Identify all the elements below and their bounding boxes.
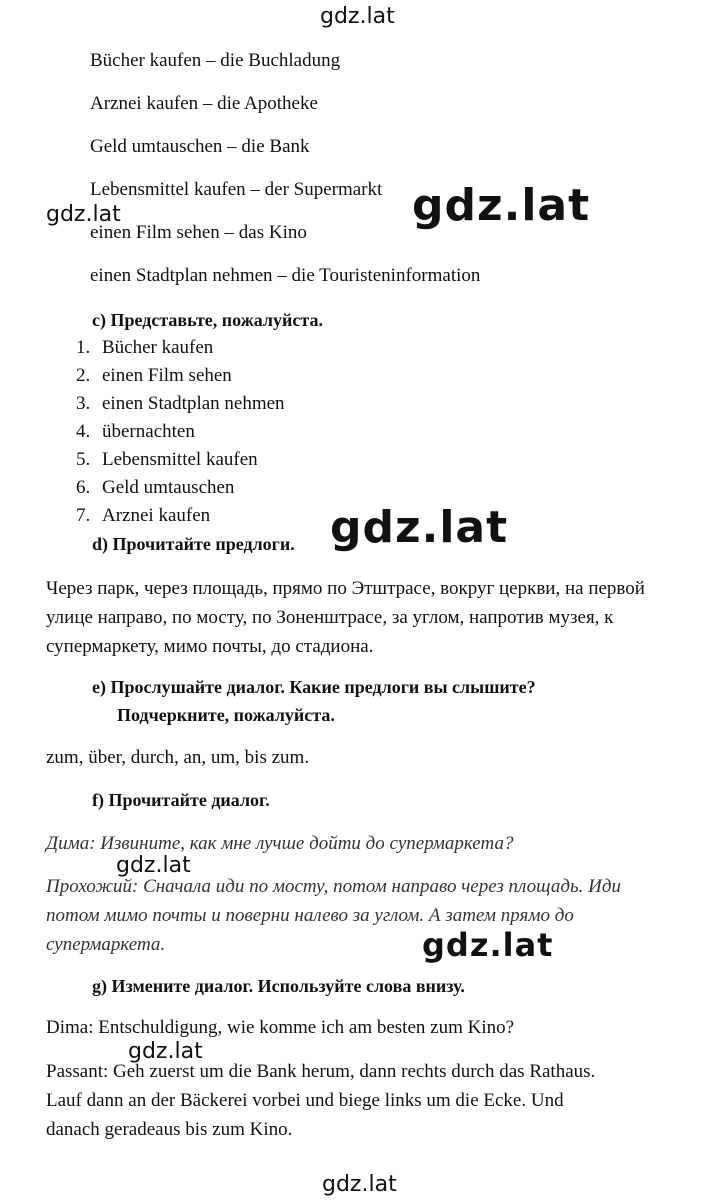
- section-d-heading: d) Прочитайте предлоги.: [92, 534, 295, 554]
- list-text: Arznei kaufen: [102, 505, 211, 526]
- watermark-text: gdz.lat: [128, 1039, 203, 1064]
- list-text: einen Film sehen: [102, 365, 232, 386]
- list-number: 5.: [76, 449, 91, 470]
- list-number: 2.: [76, 365, 91, 386]
- list-item: [76, 420, 195, 444]
- watermark-text: gdz.lat: [116, 853, 191, 878]
- list-number: 6.: [76, 477, 91, 498]
- section-e-text: zum, über, durch, an, um, bis zum.: [46, 747, 310, 768]
- section-e-heading: e) Прослушайте диалог. Какие предлоги вы слышите?: [92, 677, 536, 697]
- list-text: Bücher kaufen: [102, 337, 214, 358]
- pair-line: Bücher kaufen – die Buchladung: [90, 50, 341, 71]
- pair-line: Geld umtauschen – die Bank: [90, 136, 310, 157]
- list-item: [76, 364, 232, 388]
- pair-line: einen Stadtplan nehmen – die Touristeninformation: [90, 265, 481, 286]
- dialog-line-passant: Passant: Geh zuerst um die Bank herum, dann rechts durch das Rathaus. Lauf dann an der Bäckerei vorbei und biege links um die Ecke. Und danach geradeaus bis zum Kino.: [46, 1061, 596, 1140]
- dialog-line-passerby: Прохожий: Сначала иди по мосту, потом направо через площадь. Иди потом мимо почты и поверни налево за углом. А затем прямо до супермаркета.: [46, 876, 621, 955]
- list-text: Lebensmittel kaufen: [102, 449, 258, 470]
- list-text: übernachten: [102, 421, 195, 442]
- dialog-line-dima: Дима: Извините, как мне лучше дойти до супермаркета?: [46, 833, 514, 854]
- watermark-text: gdz.lat: [330, 502, 509, 553]
- pair-line: Lebensmittel kaufen – der Supermarkt: [90, 179, 383, 200]
- list-item: [76, 336, 213, 360]
- list-number: 1.: [76, 337, 91, 358]
- dialog-line-dima: Dima: Entschuldigung, wie komme ich am besten zum Kino?: [46, 1017, 515, 1038]
- list-number: 7.: [76, 505, 91, 526]
- watermark-text: gdz.lat: [422, 926, 554, 964]
- list-item: [76, 504, 210, 528]
- list-text: Geld umtauschen: [102, 477, 235, 498]
- watermark-text: gdz.lat: [46, 202, 121, 227]
- watermark-text: gdz.lat: [322, 1172, 397, 1197]
- list-item: [76, 448, 258, 472]
- section-c-heading: c) Представьте, пожалуйста.: [92, 310, 323, 330]
- pair-line: einen Film sehen – das Kino: [90, 222, 307, 243]
- section-g-heading: g) Измените диалог. Используйте слова внизу.: [92, 976, 465, 996]
- list-item: [76, 476, 234, 500]
- list-number: 3.: [76, 393, 91, 414]
- list-number: 4.: [76, 421, 91, 442]
- section-e-heading-cont: Подчеркните, пожалуйста.: [117, 705, 335, 725]
- list-item: [76, 392, 285, 416]
- list-text: einen Stadtplan nehmen: [102, 393, 285, 414]
- section-f-heading: f) Прочитайте диалог.: [92, 790, 270, 810]
- pair-line: Arznei kaufen – die Apotheke: [90, 93, 318, 114]
- watermark-text: gdz.lat: [412, 180, 591, 231]
- watermark-text: gdz.lat: [320, 4, 395, 29]
- section-d-text: Через парк, через площадь, прямо по Этштрасе, вокруг церкви, на первой улице направо, по мосту, по Зоненштрасе, за углом, напротив музея, к супермаркету, мимо почты, до стадиона.: [46, 578, 645, 657]
